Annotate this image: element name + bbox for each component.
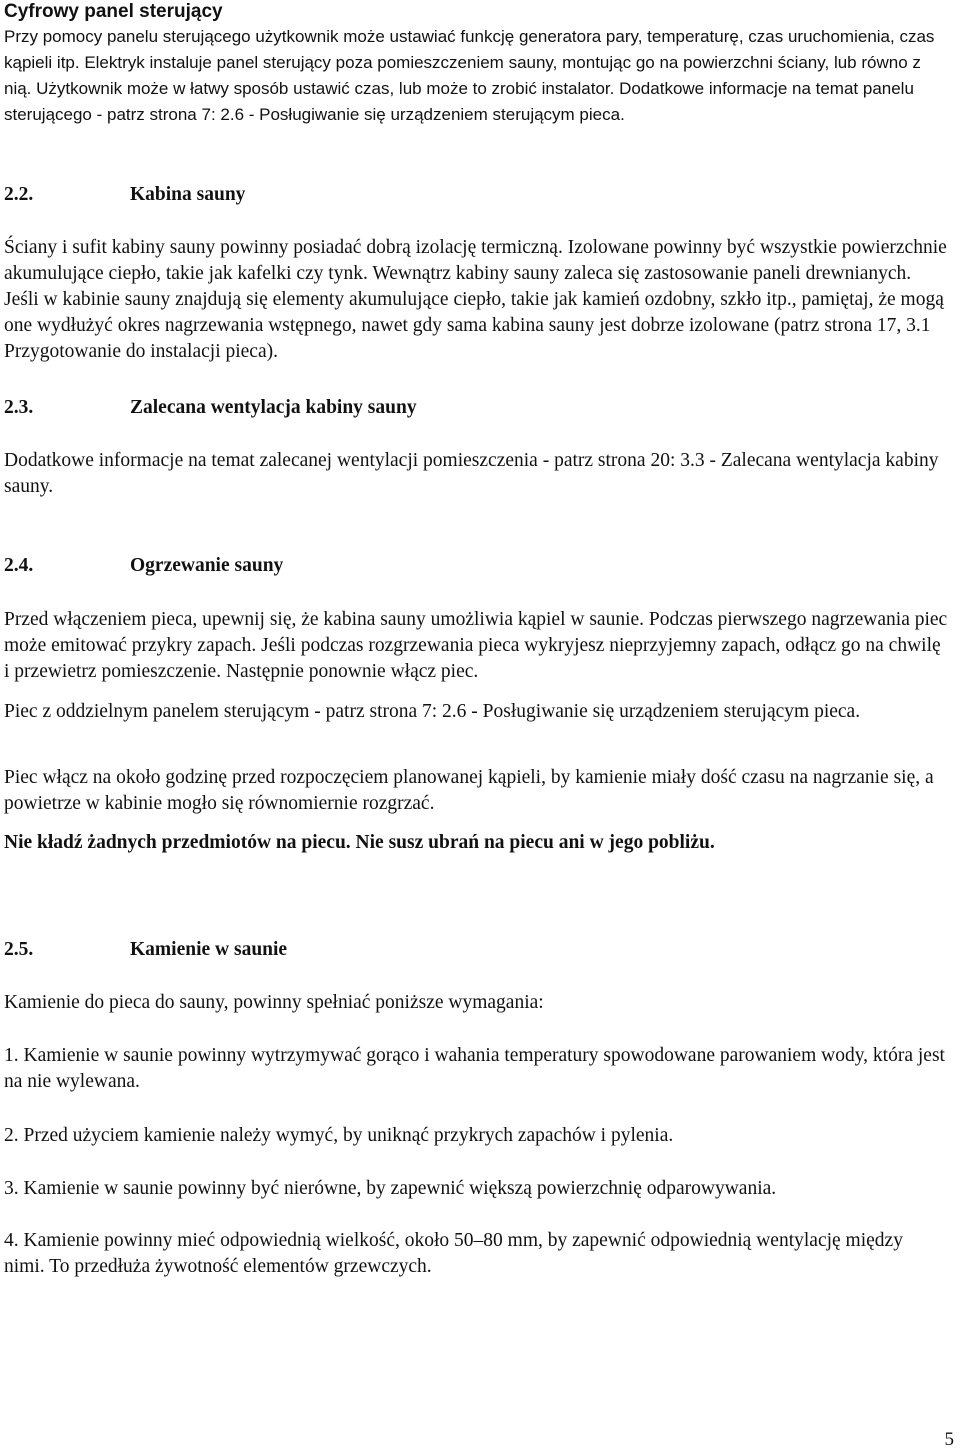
section-title: Ogrzewanie sauny: [130, 555, 284, 576]
section-2-2-heading: [4, 182, 904, 208]
section-title: Kabina sauny: [130, 184, 246, 205]
list-item: 1. Kamienie w saunie powinny wytrzymywać gorąco i wahania temperatury spowodowane parowaniem wody, która jest na nie wylewana.: [4, 1045, 945, 1092]
section-2-3-heading: [4, 395, 904, 421]
section-number: 2.5.: [4, 939, 34, 960]
section-2-2-paragraph: Ściany i sufit kabiny sauny powinny posiadać dobrą izolację termiczną. Izolowane powinny być wszystkie powierzchnie akumulujące ciepło, takie jak kafelki czy tynk. Wewnątrz kabiny sauny zaleca się zastosowanie paneli drewnianych. Jeśli w kabinie sauny znajdują się elementy akumulujące ciepło, takie jak kamień ozdobny, szkło itp., pamiętaj, że mogą one wydłużyć okres nagrzewania wstępnego, nawet gdy sama kabina sauny jest dobrze izolowane (patrz strona 17, 3.1 Przygotowanie do instalacji pieca).: [4, 237, 947, 362]
section-title: Zalecana wentylacja kabiny sauny: [130, 397, 417, 418]
list-item: 4. Kamienie powinny mieć odpowiednią wielkość, około 50–80 mm, by zapewnić odpowiednią wentylację między nimi. To przedłuża żywotność elementów grzewczych.: [4, 1230, 903, 1277]
section-2-5-intro: Kamienie do pieca do sauny, powinny spełniać poniższe wymagania:: [4, 992, 544, 1013]
section-2-3-paragraph: Dodatkowe informacje na temat zalecanej wentylacji pomieszczenia - patrz strona 20: 3.3 - Zalecana wentylacja kabiny sauny.: [4, 450, 939, 497]
section-number: 2.4.: [4, 555, 34, 576]
section-number: 2.2.: [4, 184, 34, 205]
list-item: 2. Przed użyciem kamienie należy wymyć, by uniknąć przykrych zapachów i pylenia.: [4, 1125, 674, 1146]
control-panel-paragraph: Przy pomocy panelu sterującego użytkownik może ustawiać funkcję generatora pary, temperaturę, czas uruchomienia, czas kąpieli itp. Elektryk instaluje panel sterujący poza pomieszczeniem sauny, montując go na powierzchni ściany, lub równo z nią. Użytkownik może w łatwy sposób ustawić czas, lub może to zrobić instalator. Dodatkowe informacje na temat panelu sterującego - patrz strona 7: 2.6 - Posługiwanie się urządzeniem sterującym pieca.: [4, 27, 935, 124]
section-2-4-paragraph-1: Przed włączeniem pieca, upewnij się, że kabina sauny umożliwia kąpiel w saunie. Podczas pierwszego nagrzewania piec może emitować przykry zapach. Jeśli podczas rozgrzewania pieca wykryjesz nieprzyjemny zapach, odłącz go na chwilę i przewietrz pomieszczenie. Następnie ponownie włącz piec.: [4, 609, 948, 682]
section-number: 2.3.: [4, 397, 34, 418]
section-2-4-heading: [4, 553, 904, 579]
control-panel-heading: Cyfrowy panel sterujący: [4, 1, 223, 22]
list-item: 3. Kamienie w saunie powinny być nierówne, by zapewnić większą powierzchnię odparowywania.: [4, 1178, 777, 1199]
section-2-5-heading: [4, 937, 904, 963]
section-title: Kamienie w saunie: [130, 939, 288, 960]
page-number: 5: [944, 1429, 954, 1450]
section-2-4-warning: Nie kładź żadnych przedmiotów na piecu. Nie susz ubrań na piecu ani w jego pobliżu.: [4, 832, 715, 853]
section-2-4-paragraph-3: Piec włącz na około godzinę przed rozpoczęciem planowanej kąpieli, by kamienie miały dość czasu na nagrzanie się, a powietrze w kabinie mogło się równomiernie rozgrzać.: [4, 767, 934, 814]
section-2-4-paragraph-2: Piec z oddzielnym panelem sterującym - patrz strona 7: 2.6 - Posługiwanie się urządzeniem sterującym pieca.: [4, 701, 861, 722]
